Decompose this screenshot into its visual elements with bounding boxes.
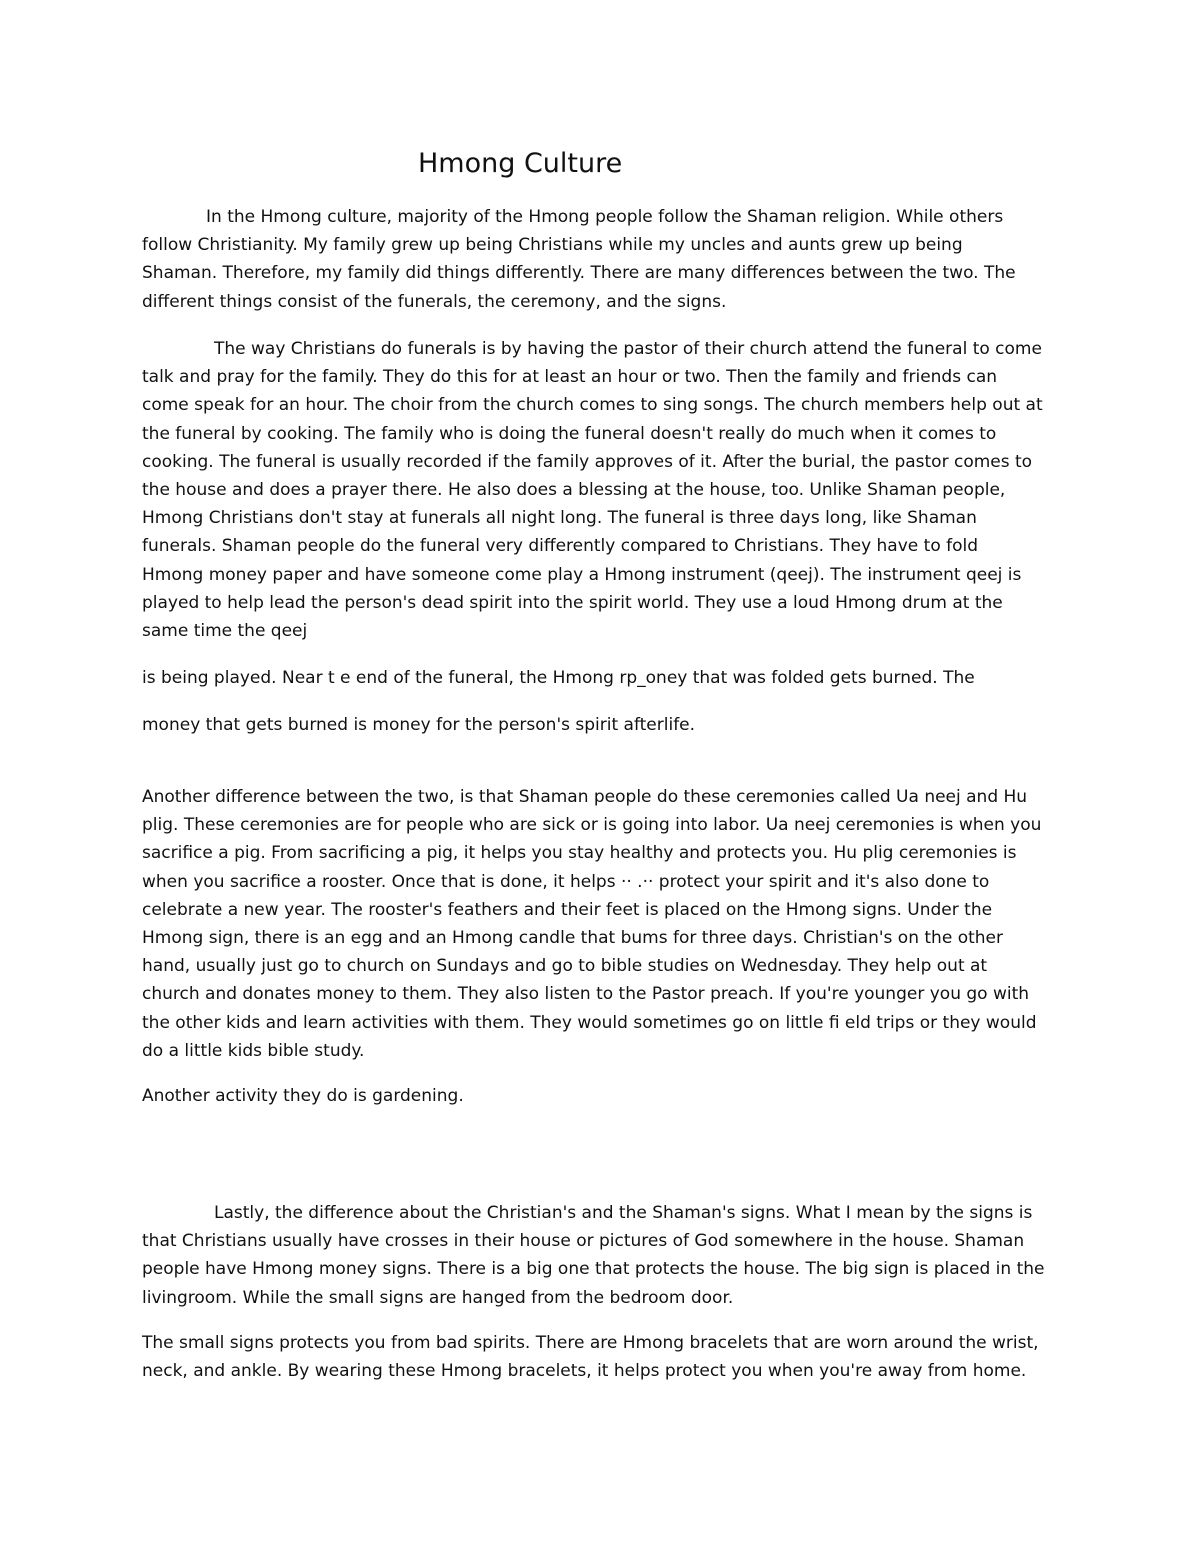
paragraph-line: sacrifice a pig. From sacrificing a pig, it helps you stay healthy and protects you. Hu plig ceremonies is xyxy=(142,843,1017,864)
paragraph-funerals xyxy=(142,335,1043,645)
paragraph-line: The way Christians do funerals is by having the pastor of their church attend the funeral to come xyxy=(214,339,1042,359)
paragraph-line: plig. These ceremonies are for people who are sick or is going into labor. Ua neej ceremonies is when you xyxy=(142,815,1042,836)
paragraph-line: do a little kids bible study. xyxy=(142,1040,365,1061)
paragraph-line: hand, usually just go to church on Sundays and go to bible studies on Wednesday. They help out at xyxy=(142,956,988,977)
paragraph-line: come speak for an hour. The choir from the church comes to sing songs. The church members help out at xyxy=(142,395,1043,416)
paragraph-ceremonies xyxy=(142,783,1041,1065)
paragraph-line: played to help lead the person's dead spirit into the spirit world. They use a loud Hmong drum at the xyxy=(142,592,1003,613)
paragraph-line: talk and pray for the family. They do this for at least an hour or two. Then the family and friends can xyxy=(142,367,998,388)
paragraph-line: church and donates money to them. They also listen to the Pastor preach. If you're younger you go with xyxy=(142,984,1030,1005)
paragraph-line: Lastly, the difference about the Christian's and the Shaman's signs. What I mean by the signs is xyxy=(214,1203,1033,1223)
paragraph-line: cooking. The funeral is usually recorded if the family approves of it. After the burial, the pastor comes to xyxy=(142,451,1033,472)
paragraph-line: Hmong Christians don't stay at funerals all night long. The funeral is three days long, like Shaman xyxy=(142,508,977,529)
paragraph-line: The small signs protects you from bad spirits. There are Hmong bracelets that are worn around the wrist, xyxy=(142,1333,1039,1353)
paragraph-line: livingroom. While the small signs are hanged from the bedroom door. xyxy=(142,1287,734,1308)
paragraph-line: when you sacrifice a rooster. Once that is done, it helps ·· .·· protect your spirit and it's also done to xyxy=(142,871,990,892)
paragraph-intro xyxy=(142,203,1016,316)
paragraph-signs xyxy=(142,1199,1044,1312)
paragraph-line: different things consist of the funerals, the ceremony, and the signs. xyxy=(142,291,727,312)
paragraph-line: celebrate a new year. The rooster's feathers and their feet is placed on the Hmong signs. Under the xyxy=(142,899,993,920)
paragraph-spirit-money: money that gets burned is money for the person's spirit afterlife. xyxy=(142,715,696,735)
paragraph-line: Another difference between the two, is that Shaman people do these ceremonies called Ua neej and Hu xyxy=(142,787,1028,807)
paragraph-line: Shaman. Therefore, my family did things differently. There are many differences between the two. The xyxy=(142,263,1016,284)
paragraph-line: the house and does a prayer there. He also does a blessing at the house, too. Unlike Shaman people, xyxy=(142,479,1006,500)
paragraph-line: neck, and ankle. By wearing these Hmong bracelets, it helps protect you when you're away from home. xyxy=(142,1361,1027,1382)
paragraph-line: that Christians usually have crosses in their house or pictures of God somewhere in the house. Shaman xyxy=(142,1231,1025,1252)
paragraph-line: the funeral by cooking. The family who is doing the funeral doesn't really do much when it comes to xyxy=(142,423,997,444)
paragraph-line: the other kids and learn activities with them. They would sometimes go on little fi eld trips or they would xyxy=(142,1012,1037,1033)
paragraph-line: follow Christianity. My family grew up being Christians while my uncles and aunts grew up being xyxy=(142,235,963,256)
paragraph-bracelets xyxy=(142,1329,1039,1385)
document-title: Hmong Culture xyxy=(418,148,623,179)
paragraph-line: same time the qeej xyxy=(142,620,308,641)
paragraph-qeej-continued: is being played. Near t e end of the funeral, the Hmong rp_oney that was folded gets burned. The xyxy=(142,668,975,688)
paragraph-line: In the Hmong culture, majority of the Hmong people follow the Shaman religion. While others xyxy=(206,207,1004,227)
paragraph-line: Hmong money paper and have someone come play a Hmong instrument (qeej). The instrument qeej is xyxy=(142,564,1022,585)
paragraph-line: Hmong sign, there is an egg and an Hmong candle that bums for three days. Christian's on the other xyxy=(142,927,1003,948)
paragraph-line: people have Hmong money signs. There is a big one that protects the house. The big sign is placed in the xyxy=(142,1259,1045,1280)
paragraph-line: funerals. Shaman people do the funeral very differently compared to Christians. They have to fold xyxy=(142,536,979,557)
paragraph-gardening: Another activity they do is gardening. xyxy=(142,1086,464,1106)
